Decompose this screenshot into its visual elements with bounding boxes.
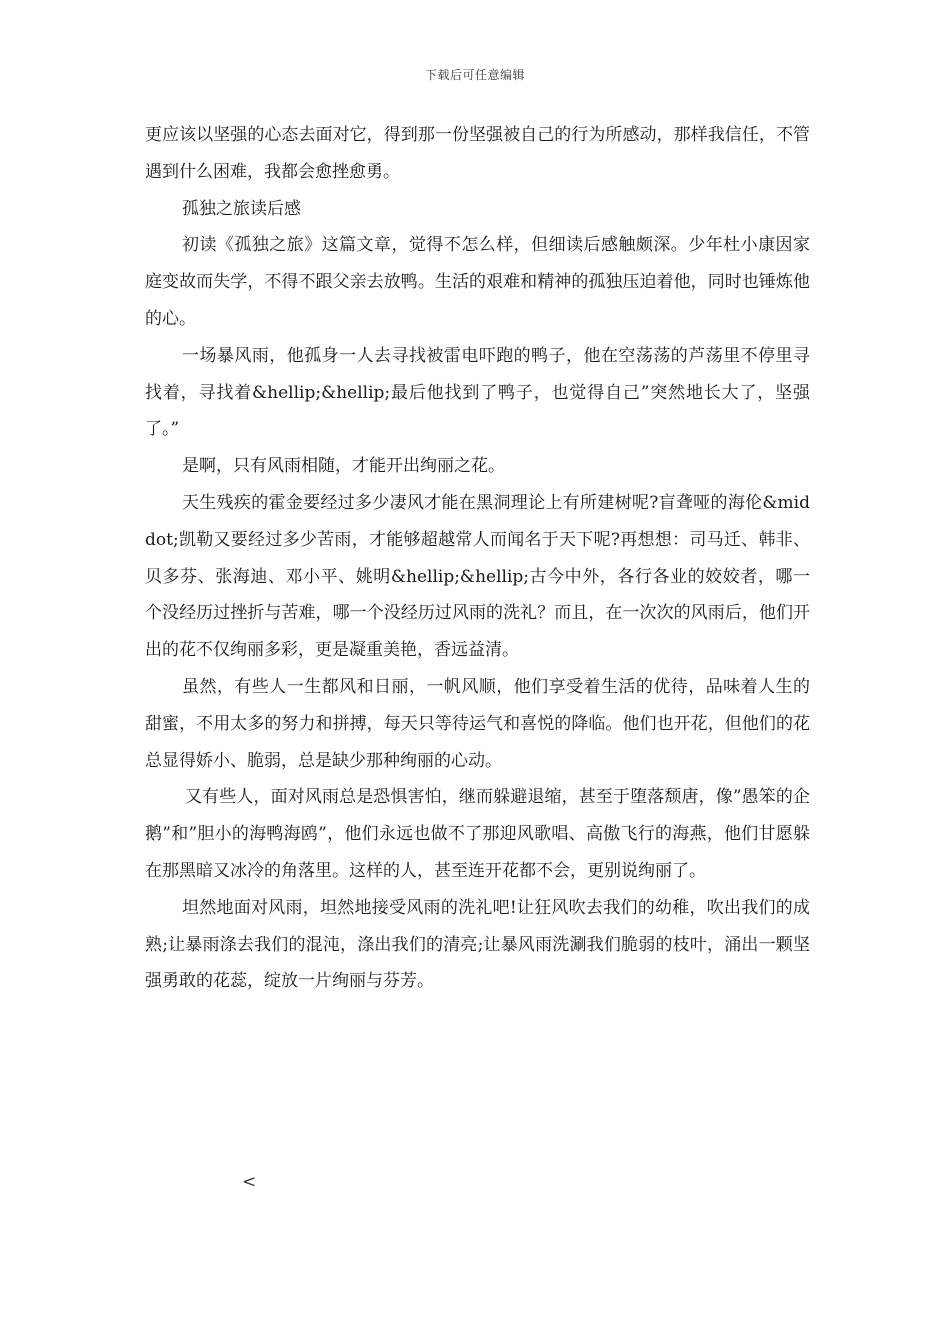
paragraph: 虽然，有些人一生都风和日丽，一帆风顺，他们享受着生活的优待，品味着人生的甜蜜，不用太多的努力和拼搏，每天只等待运气和喜悦的降临。他们也开花，但他们的花总显得娇小、脆弱，总是缺少那种绚丽的心动。: [145, 676, 810, 771]
document-body: [145, 117, 810, 1000]
page-header: 下载后可任意编辑: [424, 68, 525, 82]
paragraph-continuation: 更应该以坚强的心态去面对它，得到那一份坚强被自己的行为所感动，那样我信任，不管遇到什么困难，我都会愈挫愈勇。: [145, 125, 810, 182]
paragraph: 坦然地面对风雨，坦然地接受风雨的洗礼吧!让狂风吹去我们的幼稚，吹出我们的成熟;让暴雨涤去我们的混沌，涤出我们的清亮;让暴风雨洗涮我们脆弱的枝叶，涌出一颗坚强勇敢的花蕊，绽放一片绚丽与芬芳。: [145, 897, 810, 992]
paragraph: 是啊，只有风雨相随，才能开出绚丽之花。: [182, 456, 505, 477]
footer-mark: <: [242, 1172, 257, 1192]
paragraph: 初读《孤独之旅》这篇文章，觉得不怎么样，但细读后感触颇深。少年杜小康因家庭变故而失学，不得不跟父亲去放鸭。生活的艰难和精神的孤独压迫着他，同时也锤炼他的心。: [145, 235, 810, 329]
essay-title: 孤独之旅读后感: [182, 198, 301, 219]
paragraph: 天生残疾的霍金要经过多少凄风才能在黑洞理论上有所建树呢?盲聋哑的海伦&middot;凯勒又要经过多少苦雨，才能够超越常人而闻名于天下呢?再想想：司马迁、韩非、贝多芬、张海迪、邓小平、姚明&hellip;&hellip;古今中外，各行各业的姣姣者，哪一个没经历过挫折与苦难，哪一个没经历过风雨的洗礼？而且，在一次次的风雨后，他们开出的花不仅绚丽多彩，更是凝重美艳，香远益清。: [145, 492, 810, 661]
paragraph: 又有些人，面对风雨总是恐惧害怕，继而躲避退缩，甚至于堕落颓唐，像”愚笨的企鹅”和”胆小的海鸭海鸥”，他们永远也做不了那迎风歌唱、高傲飞行的海燕，他们甘愿躲在那黑暗又冰冷的角落里。这样的人，甚至连开花都不会，更别说绚丽了。: [145, 787, 810, 881]
paragraph: 一场暴风雨，他孤身一人去寻找被雷电吓跑的鸭子，他在空荡荡的芦荡里不停里寻找着，寻找着&hellip;&hellip;最后他找到了鸭子，也觉得自己”突然地长大了，坚强了。”: [145, 345, 810, 440]
